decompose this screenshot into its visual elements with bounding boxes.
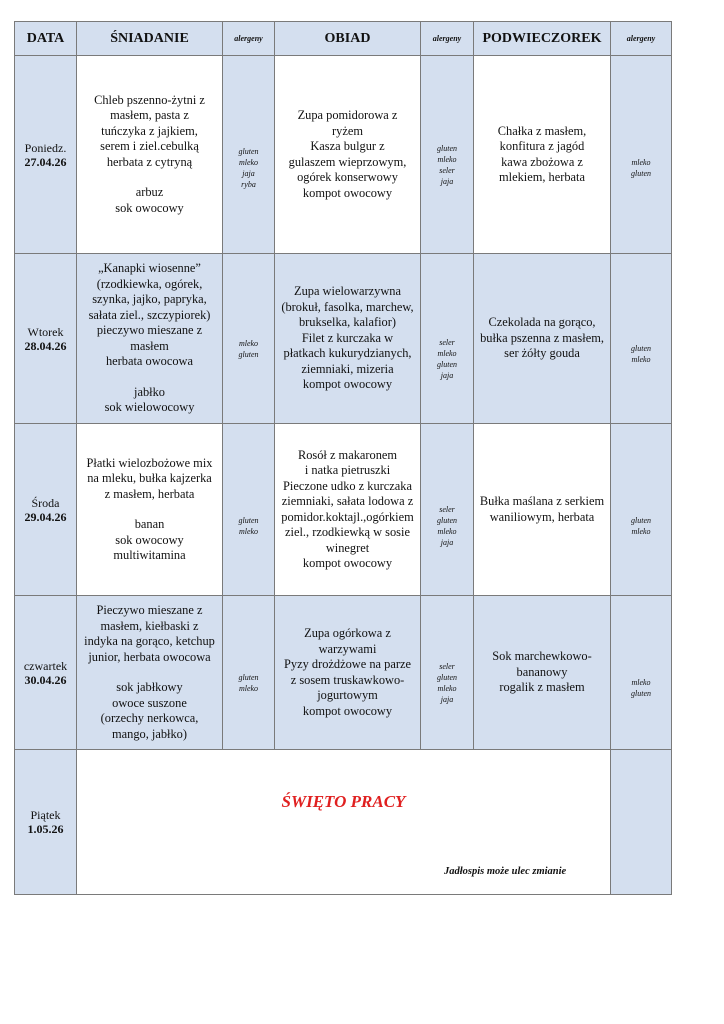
allergen-item: gluten <box>437 359 457 369</box>
allergen-item: gluten <box>631 688 651 698</box>
breakfast-line: tuńczyka z jajkiem, <box>101 123 198 138</box>
breakfast-line: owoce suszone <box>112 695 187 710</box>
day-name: czwartek <box>23 658 68 673</box>
lunch-line: winegret <box>325 540 370 555</box>
breakfast-allergens-cell <box>223 424 275 596</box>
snack-line: mlekiem, herbata <box>498 170 585 184</box>
day-row <box>15 596 672 750</box>
menu-table <box>14 21 672 895</box>
lunch-cell <box>275 424 421 596</box>
breakfast-line: sałata ziel., szczypiorek) <box>88 307 211 322</box>
lunch-line: kompot owocowy <box>302 185 393 200</box>
breakfast-line: indyka na gorąco, ketchup <box>84 634 215 648</box>
day-row <box>15 254 672 424</box>
allergen-item: gluten <box>238 349 259 359</box>
header-lunch: OBIAD <box>275 22 421 56</box>
lunch-line: pomidor.koktajl.,ogórkiem <box>281 509 414 524</box>
breakfast-line: herbata z cytryną <box>106 154 193 169</box>
breakfast-allergens-cell <box>223 254 275 424</box>
breakfast-line: szynka, jajko, papryka, <box>92 292 207 307</box>
holiday-allergens-cell <box>611 750 672 895</box>
breakfast-line: jabłko <box>134 384 165 399</box>
allergen-item: gluten <box>437 672 457 682</box>
allergen-item: jaja <box>440 176 454 186</box>
allergen-item: gluten <box>631 515 651 525</box>
header-date: DATA <box>15 22 77 56</box>
day-name: Środa <box>31 495 60 510</box>
header-snack: PODWIECZOREK <box>474 22 611 56</box>
allergen-item: gluten <box>238 672 259 682</box>
allergen-item: mleko <box>437 683 457 693</box>
lunch-line: kompot owocowy <box>302 377 393 392</box>
day-cell <box>15 254 77 424</box>
allergen-item: mleko <box>238 526 259 536</box>
lunch-line: z sosem truskawkowo- <box>290 672 405 687</box>
lunch-line: Zupa wielowarzywna <box>294 284 401 299</box>
allergen-item: mleko <box>238 683 259 693</box>
lunch-line: warzywami <box>318 641 377 656</box>
snack-line: konfitura z jagód <box>499 139 585 153</box>
holiday-label: ŚWIĘTO PRACY <box>281 792 406 811</box>
breakfast-line: sok wielowocowy <box>104 400 195 415</box>
breakfast-line: (rzodkiewka, ogórek, <box>96 276 203 291</box>
header-lunch-allergens: alergeny <box>421 22 474 56</box>
allergen-item: mleko <box>437 154 457 164</box>
lunch-line: ogórek konserwowy <box>297 170 398 184</box>
spacer <box>79 170 220 185</box>
allergen-item: seler <box>439 165 455 175</box>
breakfast-cell <box>77 596 223 750</box>
allergen-item: gluten <box>437 143 457 153</box>
snack-line: Bułka maślana z serkiem <box>479 494 605 508</box>
breakfast-line: Pieczywo mieszane z <box>96 603 203 617</box>
day-row <box>15 56 672 254</box>
allergen-item: gluten <box>437 515 457 525</box>
snack-line: ser żółty gouda <box>504 346 580 361</box>
breakfast-cell <box>77 424 223 596</box>
snack-line: Czekolada na gorąco, <box>488 315 596 330</box>
footer-note: Jadłospis może ulec zmianie <box>444 866 567 877</box>
snack-line: waniliowym, herbata <box>489 509 595 524</box>
breakfast-line: herbata owocowa <box>105 354 194 369</box>
lunch-line: ziemniaki, sałata lodowa z <box>281 494 414 508</box>
breakfast-line: arbuz <box>135 185 164 200</box>
day-name: Piątek <box>30 808 61 822</box>
breakfast-line: masłem, pasta z <box>110 108 189 123</box>
snack-cell <box>474 254 611 424</box>
day-date: 30.04.26 <box>24 672 67 687</box>
day-date: 28.04.26 <box>24 338 67 353</box>
allergen-item: seler <box>439 337 455 347</box>
allergen-item: mleko <box>631 354 651 364</box>
breakfast-line: z masłem, herbata <box>104 486 195 501</box>
allergen-item: mleko <box>238 157 259 167</box>
day-cell <box>15 750 77 895</box>
allergen-item: gluten <box>238 515 259 525</box>
allergen-item: seler <box>439 504 455 514</box>
breakfast-allergens-cell <box>223 596 275 750</box>
breakfast-line: (orzechy nerkowca, <box>100 711 199 725</box>
snack-allergens-cell <box>611 424 672 596</box>
day-cell <box>15 424 77 596</box>
snack-allergens-cell <box>611 254 672 424</box>
lunch-line: gulaszem wieprzowym, <box>288 154 407 169</box>
allergen-item: gluten <box>238 146 259 156</box>
snack-line: kawa zbożowa z <box>501 154 583 169</box>
spacer <box>79 370 220 385</box>
allergen-item: gluten <box>631 343 651 353</box>
lunch-line: kompot owocowy <box>302 556 393 570</box>
lunch-line: (brokuł, fasolka, marchew, <box>281 299 414 314</box>
breakfast-line: masłem <box>130 338 169 353</box>
snack-line: Chałka z masłem, <box>497 123 587 138</box>
day-date: 29.04.26 <box>24 509 67 524</box>
allergen-item: mleko <box>437 348 457 358</box>
day-date: 1.05.26 <box>27 822 64 836</box>
breakfast-allergens-cell <box>223 56 275 254</box>
lunch-line: płatkach kukurydzianych, <box>283 346 412 361</box>
lunch-cell <box>275 254 421 424</box>
lunch-line: Zupa ogórkowa z <box>304 626 391 640</box>
lunch-line: Zupa pomidorowa z <box>297 108 398 122</box>
lunch-cell <box>275 596 421 750</box>
snack-line: rogalik z masłem <box>499 680 585 695</box>
lunch-line: Pieczone udko z kurczaka <box>282 478 412 493</box>
breakfast-line: mango, jabłko) <box>111 726 187 741</box>
breakfast-line: pieczywo mieszane z <box>96 323 203 338</box>
allergen-item: mleko <box>437 526 457 536</box>
snack-cell <box>474 596 611 750</box>
allergen-item: jaja <box>242 168 255 178</box>
breakfast-line: sok owocowy <box>115 200 184 215</box>
lunch-allergens-cell <box>421 424 474 596</box>
allergen-item: mleko <box>631 157 651 167</box>
breakfast-line: serem i ziel.cebulką <box>100 139 199 154</box>
lunch-allergens-cell <box>421 596 474 750</box>
day-row <box>15 750 672 895</box>
lunch-line: Filet z kurczaka w <box>301 330 394 345</box>
day-row <box>15 424 672 596</box>
breakfast-line: masłem, kiełbaski z <box>100 618 199 633</box>
allergen-item: mleko <box>631 526 651 536</box>
allergen-item: seler <box>439 661 455 671</box>
snack-cell <box>474 56 611 254</box>
breakfast-line: multiwitamina <box>113 548 186 562</box>
breakfast-line: Chleb pszenno-żytni z <box>94 92 205 107</box>
snack-line: Sok marchewkowo- <box>492 649 592 664</box>
day-name: Poniedz. <box>24 140 67 155</box>
breakfast-line: junior, herbata owocowa <box>88 649 211 664</box>
lunch-line: Rosół z makaronem <box>297 447 398 462</box>
header-breakfast-allergens: alergeny <box>223 22 275 56</box>
lunch-line: jogurtowym <box>317 688 378 702</box>
breakfast-line: banan <box>134 517 165 531</box>
lunch-line: Pyzy drożdżowe na parze <box>284 657 411 671</box>
lunch-line: i natka pietruszki <box>304 463 391 477</box>
snack-allergens-cell <box>611 596 672 750</box>
allergen-item: gluten <box>631 168 651 178</box>
lunch-line: Kasza bulgur z <box>310 139 385 153</box>
allergen-item: jaja <box>440 694 454 704</box>
snack-line: bułka pszenna z masłem, <box>480 330 604 345</box>
lunch-allergens-cell <box>421 56 474 254</box>
breakfast-cell <box>77 254 223 424</box>
breakfast-line: sok owocowy <box>115 532 184 547</box>
lunch-cell <box>275 56 421 254</box>
header-snack-allergens: alergeny <box>611 22 672 56</box>
allergen-item: jaja <box>440 370 454 380</box>
lunch-line: ziel., rzodkiewką w sosie <box>285 525 410 539</box>
day-cell <box>15 56 77 254</box>
allergen-item: mleko <box>238 338 259 348</box>
breakfast-line: sok jabłkowy <box>116 680 183 694</box>
breakfast-line: Płatki wielozbożowe mix <box>86 455 213 470</box>
lunch-allergens-cell <box>421 254 474 424</box>
header-row <box>15 22 672 56</box>
lunch-line: brukselka, kalafior) <box>298 315 397 330</box>
breakfast-line: „Kanapki wiosenne” <box>98 261 201 276</box>
day-name: Wtorek <box>27 324 64 339</box>
day-date: 27.04.26 <box>24 154 67 169</box>
allergen-item: jaja <box>440 537 454 547</box>
allergen-item: ryba <box>241 179 256 189</box>
spacer <box>79 502 220 517</box>
lunch-line: kompot owocowy <box>302 703 393 718</box>
allergen-item: mleko <box>631 677 651 687</box>
menu-body <box>15 56 672 895</box>
snack-cell <box>474 424 611 596</box>
day-cell <box>15 596 77 750</box>
spacer <box>79 665 220 680</box>
lunch-line: ryżem <box>332 123 363 138</box>
breakfast-line: na mleku, bułka kajzerka <box>87 471 212 485</box>
header-breakfast: ŚNIADANIE <box>77 22 223 56</box>
snack-allergens-cell <box>611 56 672 254</box>
breakfast-cell <box>77 56 223 254</box>
lunch-line: ziemniaki, mizeria <box>301 361 394 376</box>
snack-line: bananowy <box>516 664 568 679</box>
